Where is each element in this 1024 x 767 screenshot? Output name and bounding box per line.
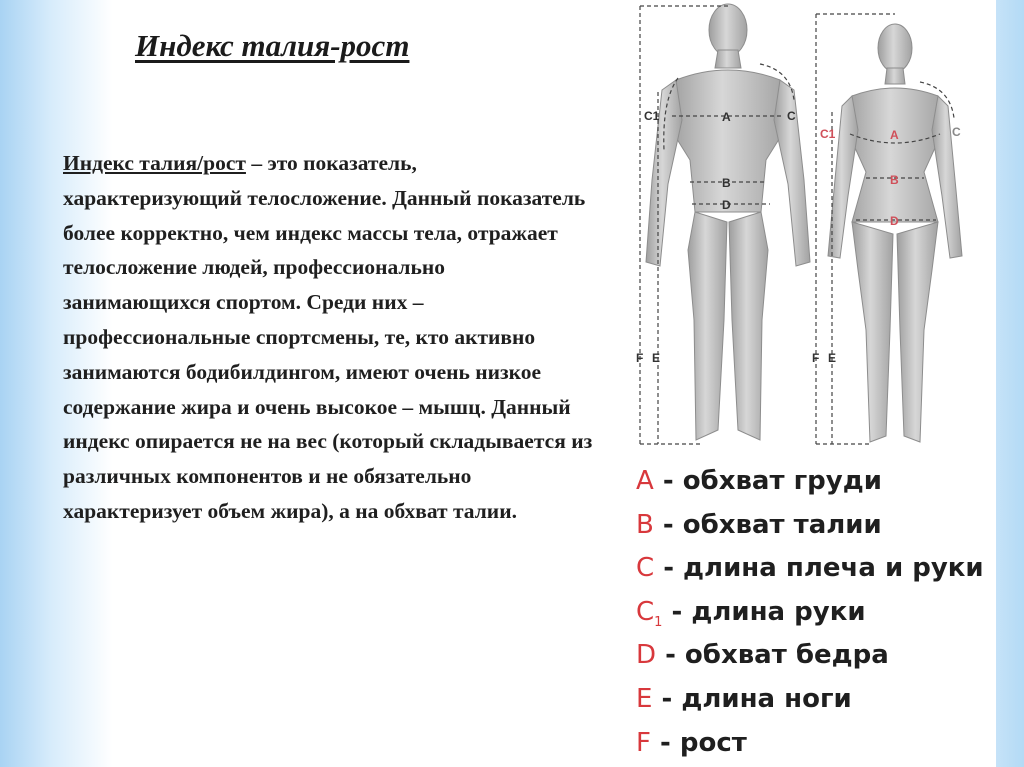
- male-neck: [715, 50, 741, 68]
- legend-letter: B: [636, 509, 654, 540]
- female-right-leg: [897, 222, 938, 442]
- male-left-leg: [688, 212, 727, 440]
- male-label-d: D: [722, 198, 731, 212]
- legend-text: - длина плеча и руки: [654, 553, 984, 584]
- male-left-arm: [646, 80, 682, 266]
- legend-item: [636, 504, 996, 548]
- male-label-f: F: [636, 351, 644, 365]
- female-label-c: C: [952, 125, 961, 139]
- legend-text: - обхват бедра: [656, 640, 889, 671]
- legend-text: - рост: [650, 727, 747, 758]
- body-paragraph: [63, 146, 593, 529]
- female-head: [878, 24, 912, 72]
- legend-letter: A: [636, 466, 654, 496]
- female-label-b: B: [890, 173, 899, 187]
- legend-letter: $C_1$: [636, 596, 663, 630]
- legend-letter: E: [636, 683, 653, 714]
- legend-letter: D: [636, 640, 657, 671]
- female-torso: [846, 88, 944, 222]
- body-measurements-figure: [630, 0, 980, 460]
- male-label-e: E: [652, 351, 661, 365]
- slide-title: Индекс талия-рост: [135, 28, 410, 63]
- female-neck: [885, 68, 905, 84]
- male-label-a: A: [722, 110, 731, 124]
- legend-letter: C: [636, 553, 655, 584]
- female-label-c1: C1: [820, 127, 836, 141]
- legend-item: [636, 722, 996, 766]
- legend-item: [636, 460, 996, 504]
- male-right-leg: [729, 212, 768, 440]
- male-label-c1: C1: [644, 109, 660, 123]
- female-figure: [828, 24, 962, 442]
- index-term: Индекс талия/рост: [63, 151, 246, 175]
- male-torso: [670, 70, 786, 212]
- legend-text: - длина ноги: [652, 683, 852, 714]
- legend-text: - обхват талии: [653, 509, 882, 540]
- legend-item: [636, 678, 996, 722]
- male-label-b: B: [722, 176, 731, 190]
- body-text: – это показатель, характеризующий телосложение. Данный показатель более корректно, чем индекс массы тела, отражает телосложение людей, профессионально занимающихся спортом. Среди них – профессиональные спортсмены, те, кто активно занимаются бодибилдингом, имеют очень низкое содержание жира и очень высокое – мышц. Данный индекс опирается не на вес (который складывается из различных компонентов и не обязательно характеризует объем жира), а на обхват талии.: [63, 151, 593, 523]
- female-label-e: E: [828, 351, 837, 365]
- legend-text: - обхват груди: [653, 466, 882, 496]
- legend-item: [636, 591, 996, 635]
- measurement-legend: [636, 460, 996, 765]
- female-left-leg: [852, 222, 893, 442]
- male-label-c: C: [787, 109, 796, 123]
- male-head: [709, 4, 747, 56]
- legend-item: [636, 634, 996, 678]
- female-label-a: A: [890, 128, 899, 142]
- male-right-arm: [774, 80, 810, 266]
- legend-letter: F: [636, 727, 651, 758]
- female-label-d: D: [890, 214, 899, 228]
- legend-text: - длина руки: [662, 596, 866, 627]
- legend-item: [636, 547, 996, 591]
- male-figure: [646, 4, 810, 440]
- female-label-f: F: [812, 351, 820, 365]
